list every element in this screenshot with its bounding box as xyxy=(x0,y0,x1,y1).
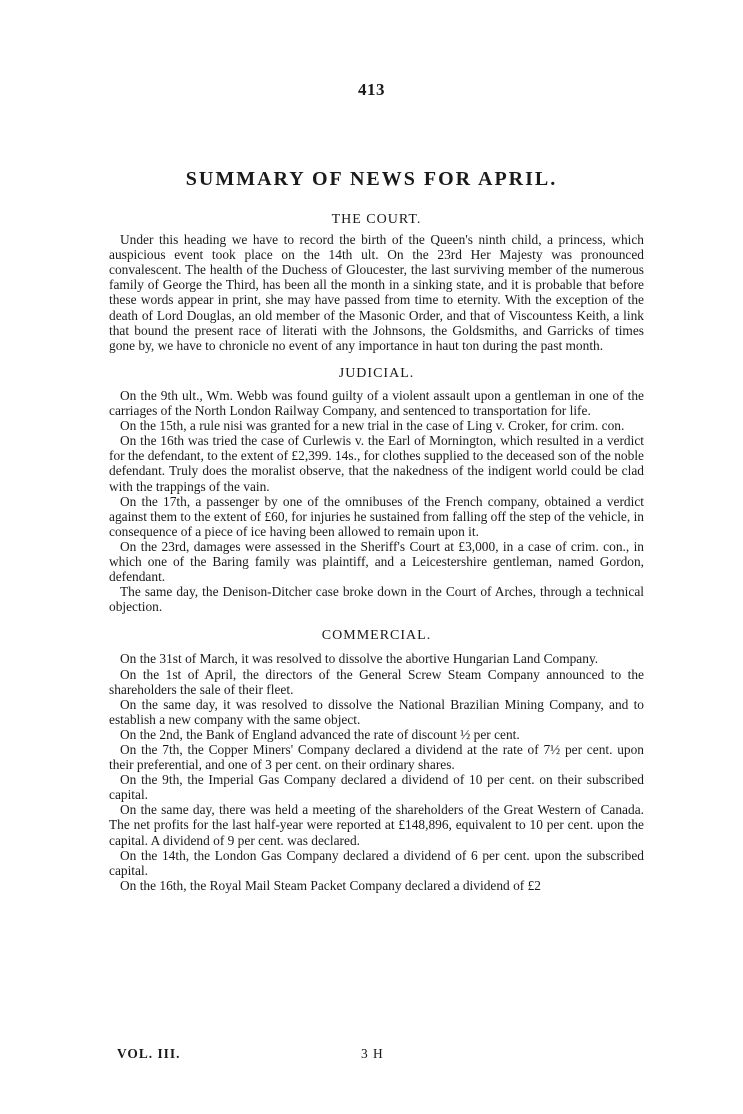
section-heading-judicial: JUDICIAL. xyxy=(338,365,415,381)
paragraph: On the 23rd, damages were assessed in the Sheriff's Court at £3,000, in a case of crim. con., in which one of the Baring family was plaintiff, and a Leicestershire gentleman, named Gordon, defendant. xyxy=(109,538,644,585)
signature-mark: 3 H xyxy=(361,1046,384,1061)
paragraph: Under this heading we have to record the birth of the Queen's ninth child, a princess, which auspicious event took place on the 14th ult. On the 23rd Her Majesty was pronounced convalescent. The health of the Duchess of Gloucester, the last surviving member of the numerous family of George the Third, has been all the month in a sinking state, and it is probable that before these words appear in print, she may have passed from time to eternity. With the exception of the death of Lord Douglas, an old member of the Masonic Order, and that of Viscountess Keith, a link that bound the present race of literati with the Johnsons, the Goldsmiths, and Garricks of times gone by, we have to chronicle no event of any importance in haut ton during the past month. xyxy=(109,232,644,353)
page-number: 413 xyxy=(358,80,385,99)
paragraph: On the same day, there was held a meeting of the shareholders of the Great Western of Canada. The net profits for the last half-year were reported at £148,896, equivalent to 10 per cent. upon the capital. A dividend of 9 per cent. was declared. xyxy=(109,802,644,848)
paragraph: On the 15th, a rule nisi was granted for a new trial in the case of Ling v. Croker, for crim. con. xyxy=(120,418,625,434)
paragraph: On the 9th ult., Wm. Webb was found guilty of a violent assault upon a gentleman in one of the carriages of the North London Railway Company, and sentenced to transportation for life. xyxy=(109,387,644,419)
section-court xyxy=(109,232,644,353)
paragraph: On the 9th, the Imperial Gas Company declared a dividend of 10 per cent. on their subscribed capital. xyxy=(109,772,644,803)
paragraph: On the 31st of March, it was resolved to dissolve the abortive Hungarian Land Company. xyxy=(120,651,599,667)
article-body xyxy=(109,212,644,893)
page-title: SUMMARY OF NEWS FOR APRIL. xyxy=(185,168,558,190)
page-footer xyxy=(117,1046,447,1064)
section-commercial xyxy=(109,651,644,893)
volume-label: VOL. III. xyxy=(117,1046,181,1061)
paragraph: On the 14th, the London Gas Company declared a dividend of 6 per cent. upon the subscribed capital. xyxy=(109,847,644,878)
paragraph: The same day, the Denison-Ditcher case broke down in the Court of Arches, through a technical objection. xyxy=(109,584,644,615)
section-heading-commercial: COMMERCIAL. xyxy=(321,628,432,644)
paragraph: On the 2nd, the Bank of England advanced the rate of discount ½ per cent. xyxy=(120,726,520,742)
paragraph: On the 16th, the Royal Mail Steam Packet Company declared a dividend of £2 xyxy=(120,877,541,893)
paragraph: On the 17th, a passenger by one of the omnibuses of the French company, obtained a verdict against them to the extent of £60, for injuries he sustained from falling off the step of the vehicle, in consequence of a piece of ice having been allowed to remain upon it. xyxy=(109,493,644,539)
paragraph: On the same day, it was resolved to dissolve the National Brazilian Mining Company, and to establish a new company with the same object. xyxy=(109,696,644,727)
paragraph: On the 1st of April, the directors of the General Screw Steam Company announced to the shareholders the sale of their fleet. xyxy=(109,666,644,697)
paragraph: On the 7th, the Copper Miners' Company declared a dividend at the rate of 7½ per cent. upon their preferential, and one of 3 per cent. on their ordinary shares. xyxy=(109,742,644,773)
section-judicial xyxy=(109,388,644,614)
section-heading-court: THE COURT. xyxy=(331,212,422,227)
paragraph: On the 16th was tried the case of Curlewis v. the Earl of Mornington, which resulted in a verdict for the defendant, to the extent of £2,399. 14s., for clothes supplied to the deceased son of the noble defendant. Truly does the moralist observe, that the nakedness of the indigent world could be clad with the trappings of the vain. xyxy=(109,433,644,494)
